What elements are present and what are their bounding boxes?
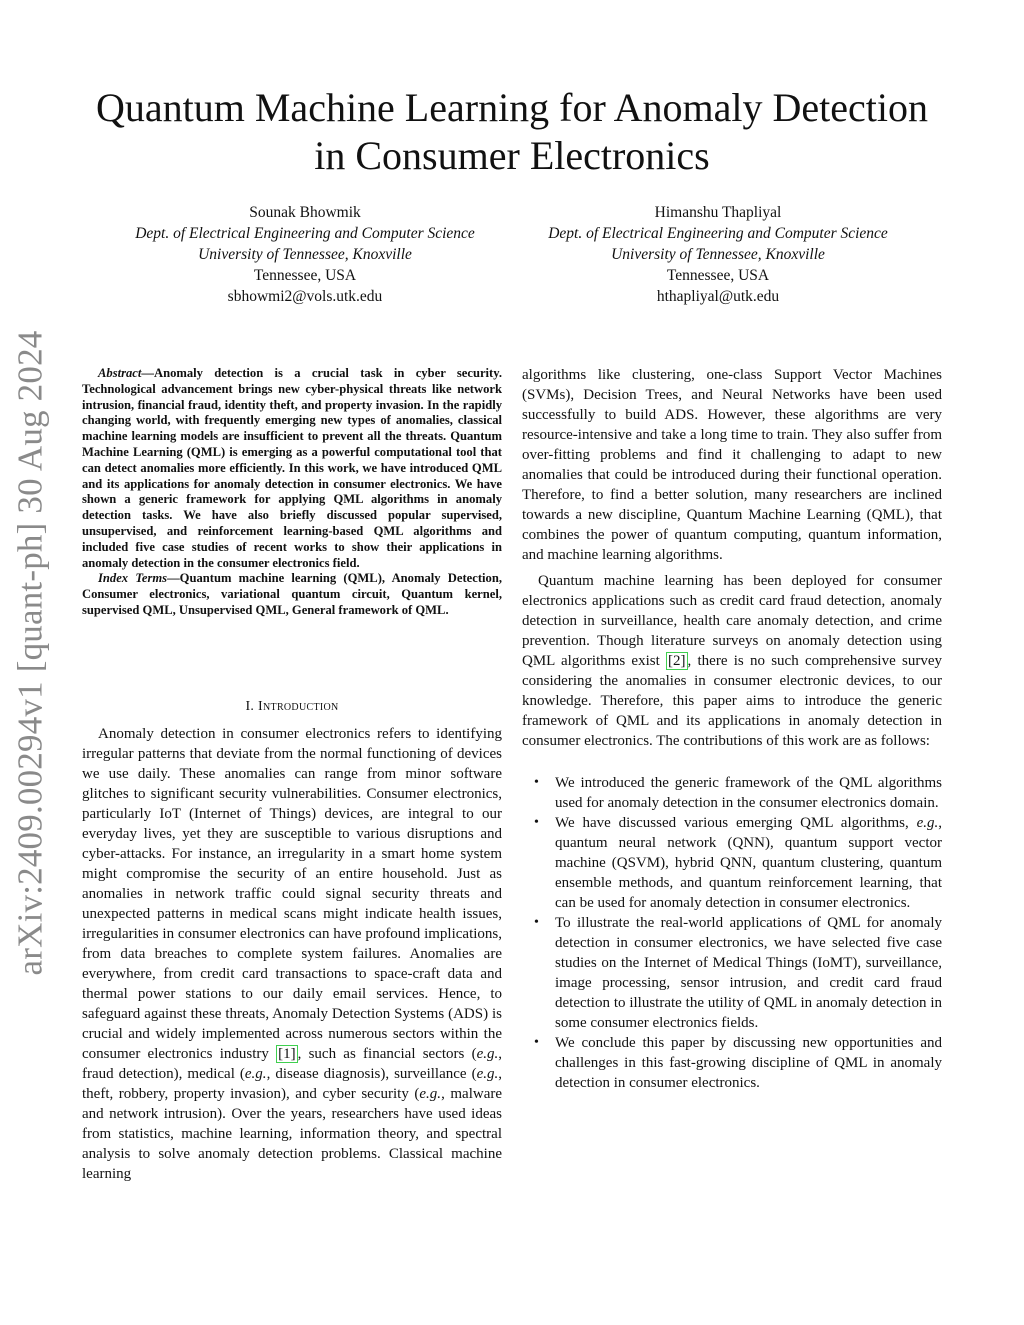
- intro-text: Quantum machine learning has been deployed for consumer electronics applications such as credit card fraud detection, anomaly detection in surveillance, health care anomaly detection, and crime prevention. Though literature surveys on anomaly detection using QML algorithms exist: [522, 573, 942, 669]
- contribution-text: , quantum neural network (QNN), quantum support vector machine (QSVM), hybrid QNN, quantum clustering, quantum ensemble methods, and quantum reinforcement learning, that can be used for anomaly detection in consumer electronics.: [555, 815, 942, 911]
- citation-link-1[interactable]: [1]: [278, 1046, 296, 1062]
- intro-paragraph-1: [82, 724, 502, 1184]
- bullet-icon: •: [534, 775, 539, 790]
- author-block-1: [100, 202, 510, 307]
- contribution-item: [522, 1033, 942, 1093]
- index-terms-paragraph: [82, 571, 502, 618]
- author-department: Dept. of Electrical Engineering and Computer Science: [135, 225, 475, 242]
- author-block-2: [513, 202, 923, 307]
- contribution-text: We have discussed various emerging QML algorithms,: [555, 815, 917, 831]
- bullet-icon: •: [534, 815, 539, 830]
- title-line-2: in Consumer Electronics: [314, 133, 710, 178]
- introduction-left-column: [82, 724, 502, 1184]
- intro-eg: e.g.: [244, 1066, 267, 1082]
- contribution-text: To illustrate the real-world applications of QML for anomaly detection in consumer electronics, we have selected five case studies on the Internet of Medical Things (IoMT), surveillance, image processing, sensor intrusion, and credit card fraud detection to illustrate the utility of QML in anomaly detection in some consumer electronics fields.: [555, 915, 942, 1031]
- intro-eg: e.g.: [419, 1086, 442, 1102]
- introduction-right-column: [522, 365, 942, 1093]
- author-location: Tennessee, USA: [666, 267, 770, 284]
- index-terms-label: Index Terms: [98, 571, 168, 586]
- author-location: Tennessee, USA: [253, 267, 357, 284]
- intro-text: , malware and network intrusion). Over the years, researchers have used ideas from statistics, machine learning, information theory, and spectral analysis to solve anomaly detection problems. Classical machine learning: [82, 1086, 503, 1182]
- intro-text: , there is no such comprehensive survey considering the anomalies in consumer electronic devices, to our knowledge. Therefore, this paper aims to introduce the generic framework of QML and its applications in anomaly detection in consumer electronics. The contributions of this work are as follows:: [522, 653, 942, 749]
- bullet-icon: •: [534, 915, 539, 930]
- contribution-eg: e.g.: [916, 815, 939, 831]
- intro-text: , theft, robbery, property invasion), and cyber security (: [82, 1066, 502, 1102]
- abstract-text: —Anomaly detection is a crucial task in cyber security. Technological advancement brings new cyber-physical threats like network intrusion, financial fraud, identity theft, and property invasion. In the rapidly changing world, with frequently emerging new types of anomalies, classical machine learning models are insufficient to prevent all the threats. Quantum Machine Learning (QML) is emerging as a powerful computational tool that can detect anomalies more efficiently. In this work, we have introduced QML and its applications for anomaly detection in consumer electronics. We have shown a generic framework for applying QML algorithms in anomaly detection tasks. We have also briefly discussed popular supervised, unsupervised, and reinforcement learning-based QML algorithms and included five case studies of recent works to show their applications in anomaly detection in the consumer electronics field.: [82, 366, 502, 570]
- abstract-paragraph: [82, 366, 502, 571]
- citation-link-2[interactable]: [2]: [668, 653, 686, 669]
- intro-paragraph-1-continued: algorithms like clustering, one-class Support Vector Machines (SVMs), Decision Trees, and Neural Networks have been used successfully to build ADS. However, these algorithms are very resource-intensive and take a long time to train. They also suffer from over-fitting problems and find it challenging to adapt to new anomalies that could be introduced during their functional operation. Therefore, to find a better solution, many researchers are inclined towards a new discipline, Quantum Machine Learning (QML), that combines the power of quantum computing, quantum information, and machine learning algorithms.: [522, 367, 942, 563]
- contribution-item: [522, 773, 942, 813]
- author-department: Dept. of Electrical Engineering and Computer Science: [548, 225, 888, 242]
- contribution-text: We introduced the generic framework of the QML algorithms used for anomaly detection in the consumer electronics domain.: [555, 775, 942, 811]
- intro-text: , fraud detection), medical (: [82, 1046, 503, 1082]
- index-terms-text: —Quantum machine learning (QML), Anomaly Detection, Consumer electronics, variational quantum circuit, Quantum kernel, supervised QML, Unsupervised QML, General framework of QML.: [82, 571, 502, 617]
- paper-title: [60, 84, 964, 180]
- intro-text: , disease diagnosis), surveillance (: [266, 1066, 477, 1082]
- section-title-text: Introduction: [258, 699, 339, 714]
- intro-eg: e.g.: [476, 1046, 499, 1062]
- author-name: Sounak Bhowmik: [249, 204, 361, 221]
- intro-text: Anomaly detection in consumer electronics refers to identifying irregular patterns that deviate from the normal functioning of devices we use daily. These anomalies can range from minor software glitches to significant security vulnerabilities. Consumer electronics, particularly IoT (Internet of Things) devices, are integral to our everyday lives, yet they are susceptible to various disruptions and cyber-attacks. For instance, an irregularity in a smart home system might compromise the security of an entire household. Just as anomalies in network traffic could signal security threats and unexpected patterns in medical scans might indicate health issues, irregularities in consumer electronics can have profound implications, from data breaches to complete system failures. Anomalies are everywhere, from credit card transactions to space-craft data and thermal power stations to our daily email services. Hence, to safeguard against these threats, Anomaly Detection Systems (ADS) is crucial and widely implemented across numerous sectors within the consumer electronics industry: [82, 726, 502, 1062]
- author-email: sbhowmi2@vols.utk.edu: [227, 288, 383, 305]
- arxiv-identifier-text: arXiv:2409.00294v1 [quant-ph] 30 Aug 2024: [10, 330, 49, 975]
- contribution-text: We conclude this paper by discussing new opportunities and challenges in this fast-growing discipline of QML in anomaly detection in consumer electronics.: [555, 1035, 942, 1091]
- contribution-item: [522, 813, 942, 913]
- bullet-icon: •: [534, 1035, 539, 1050]
- author-name: Himanshu Thapliyal: [654, 204, 782, 221]
- intro-paragraph-2: [522, 571, 942, 751]
- contribution-item: [522, 913, 942, 1033]
- author-university: University of Tennessee, Knoxville: [198, 246, 412, 263]
- abstract-label: Abstract: [98, 366, 142, 380]
- abstract-section: [82, 366, 502, 619]
- title-line-1: Quantum Machine Learning for Anomaly Detection: [96, 85, 928, 130]
- contributions-list: [522, 773, 942, 1093]
- intro-text: , such as financial sectors (: [297, 1046, 477, 1062]
- section-heading-introduction: [82, 699, 502, 715]
- arxiv-identifier: [2, 330, 58, 975]
- intro-eg: e.g.: [476, 1066, 499, 1082]
- author-email: hthapliyal@utk.edu: [656, 288, 780, 305]
- author-university: University of Tennessee, Knoxville: [611, 246, 825, 263]
- section-number: I.: [245, 699, 255, 714]
